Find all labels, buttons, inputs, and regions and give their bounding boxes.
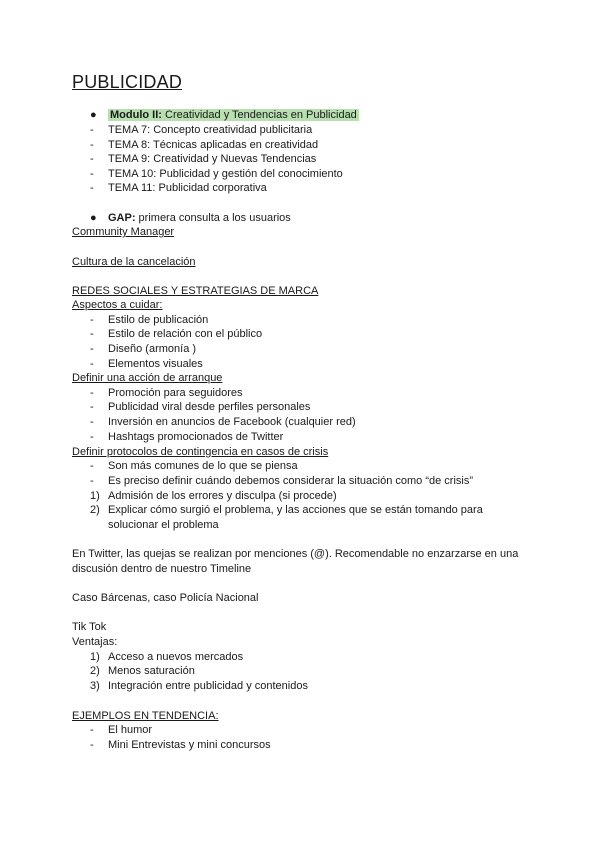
tema-item: TEMA 8: Técnicas aplicadas en creatividad [108,139,319,151]
modulo-label: Modulo II: [110,109,162,121]
dash-icon: - [90,182,94,194]
gap-label: GAP: [108,212,136,224]
list-number: 1) [90,490,100,502]
aspecto-item: Diseño (armonía ) [108,343,197,355]
aspecto-item: Estilo de publicación [108,314,209,326]
arranque-item: Hashtags promocionados de Twitter [108,431,284,443]
ejemplo-item: Mini Entrevistas y mini concursos [108,739,271,751]
twitter-paragraph-line: discusión dentro de nuestro Timeline [72,563,252,575]
tema-item: TEMA 10: Publicidad y gestión del conocimiento [108,168,343,180]
dash-icon: - [90,168,94,180]
dash-icon: - [90,328,94,340]
dash-icon: - [90,724,94,736]
gap-text: primera consulta a los usuarios [135,212,291,224]
dash-icon: - [90,739,94,751]
dash-icon: - [90,314,94,326]
dash-icon: - [90,139,94,151]
modulo-text: Creatividad y Tendencias en Publicidad [161,109,357,121]
list-number: 2) [90,665,100,677]
dash-icon: - [90,475,94,487]
modulo-line [108,108,359,122]
dash-icon: - [90,124,94,136]
crisis-step: Explicar cómo surgió el problema, y las acciones que se están tomando para [108,504,483,516]
arranque-item: Inversión en anuncios de Facebook (cualquier red) [108,416,356,428]
aspectos-heading: Aspectos a cuidar: [72,299,163,311]
modulo-highlight [108,109,359,121]
page-title: PUBLICIDAD [72,72,183,92]
crisis-item: Son más comunes de lo que se piensa [108,460,298,472]
crisis-heading: Definir protocolos de contingencia en casos de crisis [72,446,329,458]
cultura-heading: Cultura de la cancelación [72,256,196,268]
arranque-item: Publicidad viral desde perfiles personales [108,401,311,413]
gap-line [108,211,291,225]
ventaja-item: Integración entre publicidad y contenidos [108,680,308,692]
aspecto-item: Estilo de relación con el público [108,328,263,340]
dash-icon: - [90,358,94,370]
community-manager-heading: Community Manager [72,226,175,238]
ventaja-item: Menos saturación [108,665,195,677]
dash-icon: - [90,343,94,355]
dash-icon: - [90,416,94,428]
crisis-step: Admisión de los errores y disculpa (si procede) [108,490,337,502]
ventajas-label: Ventajas: [72,636,118,648]
tema-item: TEMA 7: Concepto creatividad publicitaria [108,124,313,136]
dash-icon: - [90,387,94,399]
twitter-paragraph-line: En Twitter, las quejas se realizan por menciones (@). Recomendable no enzarzarse en una [72,548,519,560]
dash-icon: - [90,431,94,443]
bullet-icon: ● [90,109,97,121]
dash-icon: - [90,401,94,413]
ventaja-item: Acceso a nuevos mercados [108,651,244,663]
arranque-heading: Definir una acción de arranque [72,372,223,384]
list-number: 1) [90,651,100,663]
dash-icon: - [90,153,94,165]
crisis-item: Es preciso definir cuándo debemos considerar la situación como “de crisis” [108,475,474,487]
bullet-icon: ● [90,212,97,224]
ejemplos-heading: EJEMPLOS EN TENDENCIA: [72,710,219,722]
list-number: 3) [90,680,100,692]
dash-icon: - [90,460,94,472]
arranque-item: Promoción para seguidores [108,387,243,399]
ejemplo-item: El humor [108,724,153,736]
redes-heading: REDES SOCIALES Y ESTRATEGIAS DE MARCA [72,285,319,297]
casos-line: Caso Bárcenas, caso Policía Nacional [72,592,259,604]
crisis-step-continuation: solucionar el problema [108,519,219,531]
aspecto-item: Elementos visuales [108,358,203,370]
tema-item: TEMA 9: Creatividad y Nuevas Tendencias [108,153,317,165]
tiktok-title: Tik Tok [72,621,107,633]
list-number: 2) [90,504,100,516]
tema-item: TEMA 11: Publicidad corporativa [108,182,267,194]
